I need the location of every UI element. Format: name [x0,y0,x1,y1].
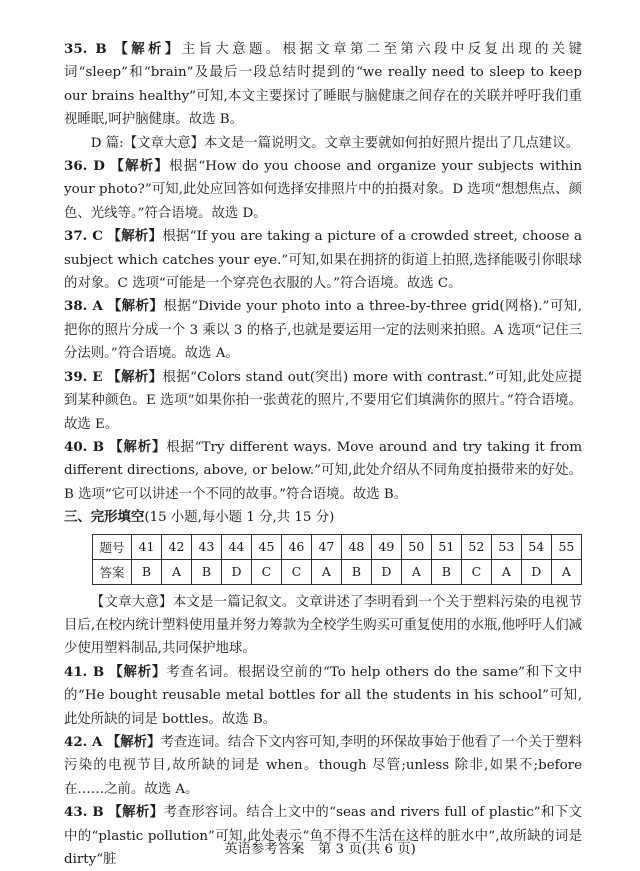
table-cell: B [132,559,162,584]
answer-item-38: 38. A 【解析】根据“Divide your photo into a three-by-three grid(网格).”可知,把你的照片分成一个 3 乘以 3 的格子,也就是要运用一定的法则来拍照。A 选项“记住三分法则。”符合语境。故选 A。 [64,298,582,362]
page-footer: 英语参考答案 第 3 页(共 6 页) [224,842,416,857]
reading-answers-top [64,38,582,506]
answer-table-answer-row [93,559,582,584]
table-cell: 42 [162,534,192,559]
table-cell: D [371,559,401,584]
table-cell: A [491,559,521,584]
table-cell: A [311,559,341,584]
answer-item-41: 41. B 【解析】考查名词。根据设空前的“To help others do the same”和下文中的“He bought reusable metal bottles for all the students in his school”可知,此处所缺的词是 bottles。故选 B。 [64,663,582,727]
answer-item-42: 42. A 【解析】考查连词。结合下文内容可知,李明的环保故事始于他看了一个关于塑料污染的电视节目,故所缺的词是 when。though 尽管;unless 除非,如果不;before 在……之前。故选 A。 [64,733,582,797]
table-cell: D [221,559,251,584]
table-cell: 52 [461,534,491,559]
table-cell: 48 [341,534,371,559]
table-cell: C [461,559,491,584]
answer-item-43: 43. B 【解析】考查形容词。结合上文中的“seas and rivers full of plastic”和下文中的“plastic pollution”可知,此处表示“鱼不得不生活在这样的脏水中”,故所缺的词是 dirty“脏 [64,804,582,867]
table-cell: B [341,559,371,584]
answer-item-35: 35. B 【解析】主旨大意题。根据文章第二至第六段中反复出现的关键词“sleep”和“brain”及最后一段总结时提到的“we really need to sleep to keep our brains healthy”可知,本文主要探讨了睡眠与脑健康之间存在的关联并呼吁我们重视睡眠,呵护脑健康。故选 B。 [64,41,583,128]
answer-item-39: 39. E 【解析】根据“Colors stand out(突出) more with contrast.”可知,此处应提到某种颜色。E 选项“如果你拍一张黄花的照片,不要用它们填满你的照片。”符合语境。故选 E。 [64,368,582,432]
table-cell: C [281,559,311,584]
table-cell: 45 [251,534,281,559]
table-cell: 49 [371,534,401,559]
table-cell: 47 [311,534,341,559]
table-cell: A [401,559,431,584]
table-cell: 50 [401,534,431,559]
answer-item-36: 36. D 【解析】根据“How do you choose and organize your subjects within your photo?”可知,此处应回答如何选择安排照片中的拍摄对象。D 选项“想想焦点、颜色、光线等。”符合语境。故选 D。 [64,158,582,221]
table-cell: D [521,559,551,584]
answer-table [92,534,582,585]
table-row-label: 题号 [93,534,132,559]
answer-item-37: 37. C 【解析】根据“If you are taking a picture of a crowded street, choose a subject which catches your eye.”可知,如果在拥挤的街道上拍照,选择能吸引你眼球的对象。C 选项“可能是一个穿亮色衣服的人。”符合语境。故选 C。 [64,228,582,292]
answer-item-40: 40. B 【解析】根据“Try different ways. Move around and try taking it from different directions, above, or below.”可知,此处介绍从不同角度拍摄带来的好处。B 选项“它可以讲述一个不同的故事。”符合语境。故选 B。 [64,438,583,502]
table-cell: 53 [491,534,521,559]
table-cell: 44 [221,534,251,559]
table-cell: 41 [132,534,162,559]
table-cell: C [251,559,281,584]
table-cell: 54 [521,534,551,559]
table-cell: B [431,559,461,584]
cloze-passage-summary: 【文章大意】本文是一篇记叙文。文章讲述了李明看到一个关于塑料污染的电视节目后,在校内统计塑料使用量并努力筹款为全校学生购买可重复使用的水瓶,他呼吁人们减少使用塑料制品,共同保护地球。 [64,594,582,657]
table-cell: 43 [192,534,222,559]
table-row-label: 答案 [93,559,132,584]
table-cell: B [192,559,222,584]
passage-d-summary: D 篇:【文章大意】本文是一篇说明文。文章主要就如何拍好照片提出了几点建议。 [90,135,579,151]
answer-table-number-row [93,534,582,559]
table-cell: 51 [431,534,461,559]
table-cell: 46 [281,534,311,559]
table-cell: A [162,559,192,584]
table-cell: A [551,559,581,584]
table-cell: 55 [551,534,581,559]
section-heading: 三、完形填空(15 小题,每小题 1 分,共 15 分) [64,509,335,526]
